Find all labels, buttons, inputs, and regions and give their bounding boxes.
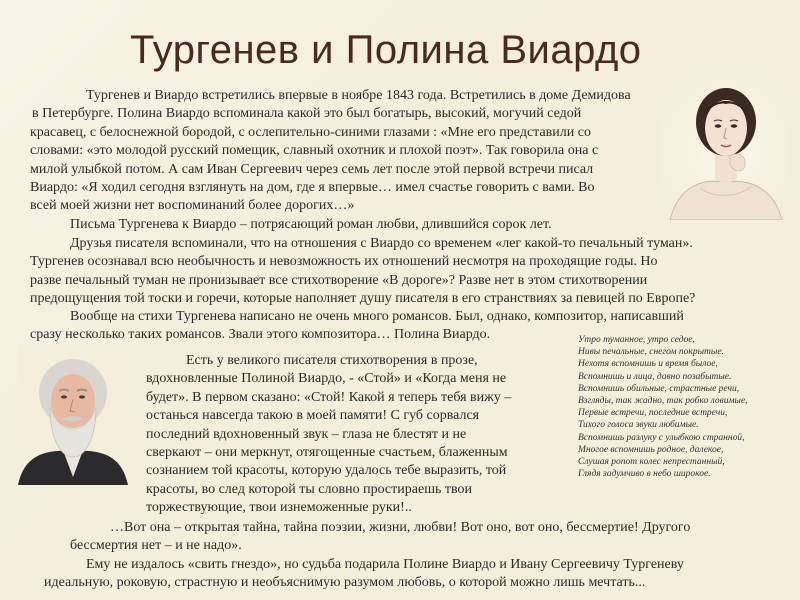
nest-paragraph — [44, 556, 684, 593]
poem-line: Первые встречи, последние встречи, — [578, 408, 728, 419]
friends-line: предощущения той тоски и горечи, которые наполняет душу писателя в его странствиях за певицей по Европе? — [30, 291, 696, 307]
poem-line: Вспомнишь разлуку с улыбкою странной, — [578, 432, 745, 443]
intro-line: красавец, с белоснежной бородой, с ослепительно-синими глазами : «Мне его представили со — [30, 124, 591, 140]
prose-line: торжествующие, твои изнеможенные руки!.. — [146, 500, 412, 516]
prose-line: будет». В первом сказано: «Стой! Какой я теперь тебя вижу – — [146, 389, 512, 405]
friends-line: Друзья писателя вспоминали, что на отношения с Виардо со временем «лег какой-то печальный туман». — [70, 236, 693, 251]
intro-line: в Петербурге. Полина Виардо вспоминала какой это был богатырь, высокий, могучий седой — [32, 106, 582, 122]
intro-line: Тургенев и Виардо встретились впервые в ноябре 1843 года. Встретились в доме Демидова — [86, 88, 631, 103]
turgenev-portrait-icon — [18, 345, 128, 485]
prose-line: сознанием той красоты, которую удалось тебе выразить, той — [146, 463, 507, 479]
friends-paragraph — [30, 235, 695, 309]
romances-line: сразу несколько таких романсов. Звали этого композитора… Полина Виардо. — [30, 327, 491, 343]
poem-line: Вспомнишь и лица, давно позабытые. — [578, 371, 732, 382]
viardot-portrait-icon — [660, 70, 790, 220]
nest-line: идеальную, роковую, страстную и необъяснимую разумом любовь, о которой можно лишь мечтать... — [44, 575, 646, 591]
poem-block — [578, 334, 778, 480]
secret-paragraph — [70, 519, 690, 556]
prose-line: вдохновленные Полиной Виардо, - «Стой» и «Когда меня не — [146, 371, 507, 387]
poem-line: Слушая ропот колес непрестанный, — [578, 457, 725, 468]
secret-line: бессмертия нет – и не надо». — [70, 538, 242, 554]
poem-line: Вспомнишь обильные, страстные речи, — [578, 383, 740, 394]
nest-line: Ему не издалось «свить гнездо», но судьба подарила Полине Виардо и Ивану Сергеевичу Тургеневу — [86, 557, 684, 572]
poem-line: Тихого голоса звуки любимые. — [578, 420, 699, 431]
poem-line: Нивы печальные, снегом покрытые. — [578, 347, 724, 358]
romances-line: Вообще на стихи Тургенева написано не очень много романсов. Был, однако, композитор, написавший — [70, 309, 684, 324]
friends-line: разве печальный туман не пронизывает все стихотворение «В дороге»? Разве нет в этом стихотворении — [30, 272, 648, 288]
prose-line: Есть у великого писателя стихотворения в прозе, — [186, 353, 478, 368]
slide-title: Тургенев и Полина Виардо — [130, 28, 642, 72]
intro-paragraph — [30, 87, 631, 216]
prose-line: останься навсегда такою в моей памяти! С губ сорвался — [146, 408, 480, 424]
poem-line: Нехотя вспомнишь и время былое, — [578, 359, 718, 370]
poem-line: Глядя задумчиво в небо широкое. — [578, 469, 711, 480]
prose-line: красоты, во след которой ты словно простираешь твои — [146, 481, 472, 497]
intro-line: милой улыбкой потом. А сам Иван Сергеевич через семь лет после этой первой встречи писал — [30, 161, 594, 177]
intro-line: всей моей жизни нет воспоминаний более дорогих…» — [30, 198, 355, 214]
prose-paragraph — [146, 352, 511, 518]
prose-line: последний вдохновенный звук – глаза не блестят и не — [146, 426, 467, 442]
prose-line: сверкают – они меркнут, отягощенные счастьем, блаженным — [146, 445, 508, 461]
friends-line: Тургенев осознавал всю необычность и невозможность их отношений несмотря на проходящие годы. Но — [30, 254, 658, 270]
letters-paragraph: Письма Тургенева к Виардо – потрясающий роман любви, длившийся сорок лет. — [70, 217, 552, 232]
intro-line: словами: «это молодой русский помещик, славный охотник и плохой поэт». Так говорила она с — [30, 143, 599, 159]
poem-line: Взгляды, так жадно, так робко ловимые, — [578, 396, 748, 407]
secret-line: …Вот она – открытая тайна, тайна поэзии, жизни, любви! Вот оно, вот оно, бессмертие! Другого — [110, 520, 691, 535]
poem-line: Утро туманное, утро седое, — [578, 335, 695, 345]
intro-line: Виардо: «Я ходил сегодня взглянуть на дом, где я впервые… имел счастье говорить с вами. Во — [30, 180, 595, 196]
poem-line: Многое вспомнишь родное, далекое, — [578, 444, 724, 455]
